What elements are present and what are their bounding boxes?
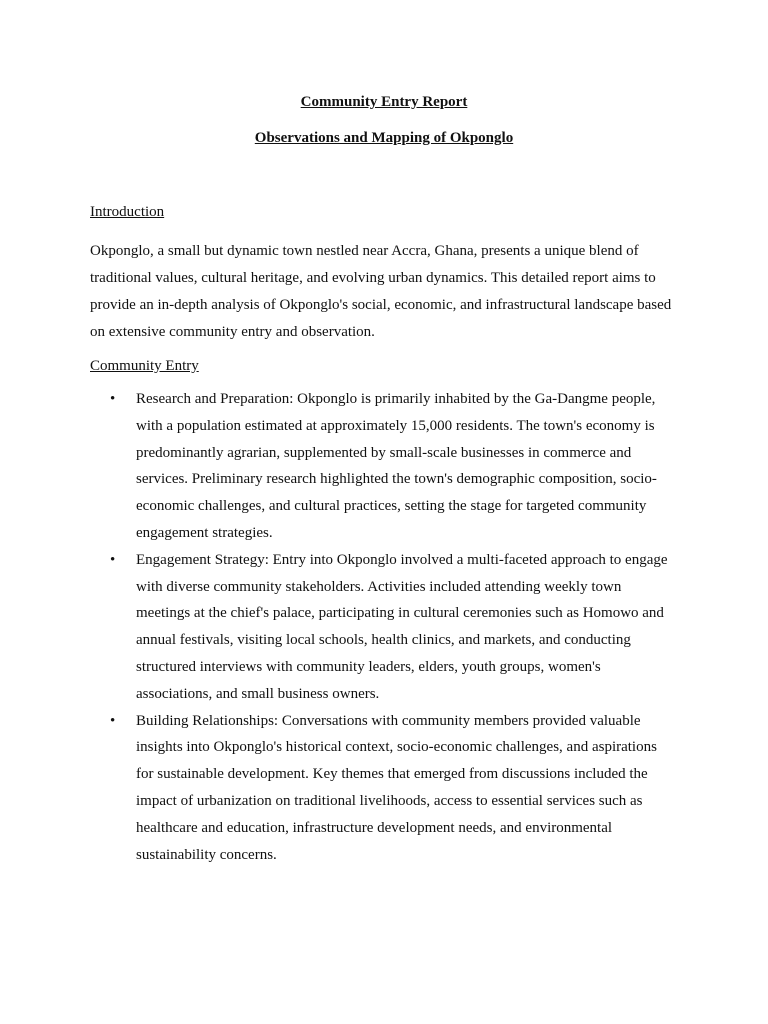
bullet-icon: • bbox=[110, 712, 116, 729]
list-item bbox=[90, 386, 678, 547]
document-subtitle: Observations and Mapping of Okponglo bbox=[254, 130, 514, 146]
document-page bbox=[90, 92, 678, 868]
section-heading-introduction: Introduction bbox=[90, 204, 165, 220]
list-item bbox=[90, 708, 678, 869]
list-item bbox=[90, 547, 678, 708]
list-item-text: Research and Preparation: Okponglo is primarily inhabited by the Ga-Dangme people, with a population estimated at approximately 15,000 residents. The town's economy is predominantly agrarian, supplemented by small-scale businesses in commerce and services. Preliminary research highlighted the town's demographic composition, socio-economic challenges, and cultural practices, setting the stage for targeted community engagement strategies. bbox=[136, 391, 657, 541]
list-item-text: Building Relationships: Conversations with community members provided valuable insights into Okponglo's historical context, socio-economic challenges, and aspirations for sustainable development. Key themes that emerged from discussions included the impact of urbanization on traditional livelihoods, access to essential services such as healthcare and education, infrastructure development needs, and environmental sustainability concerns. bbox=[136, 712, 657, 863]
document-title: Community Entry Report bbox=[300, 94, 468, 110]
community-entry-list bbox=[90, 386, 678, 868]
section-heading-community-entry: Community Entry bbox=[90, 358, 199, 374]
bullet-icon: • bbox=[110, 391, 116, 407]
introduction-paragraph: Okponglo, a small but dynamic town nestled near Accra, Ghana, presents a unique blend of traditional values, cultural heritage, and evolving urban dynamics. This detailed report aims to provide an in-depth analysis of Okponglo's social, economic, and infrastructural landscape based on extensive community entry and observation. bbox=[90, 243, 672, 340]
list-item-text: Engagement Strategy: Entry into Okponglo involved a multi-faceted approach to engage with diverse community stakeholders. Activities included attending weekly town meetings at the chief's palace, participating in cultural ceremonies such as Homowo and annual festivals, visiting local schools, health clinics, and markets, and conducting structured interviews with community leaders, elders, youth groups, women's associations, and small business owners. bbox=[136, 551, 668, 702]
bullet-icon: • bbox=[110, 551, 116, 568]
